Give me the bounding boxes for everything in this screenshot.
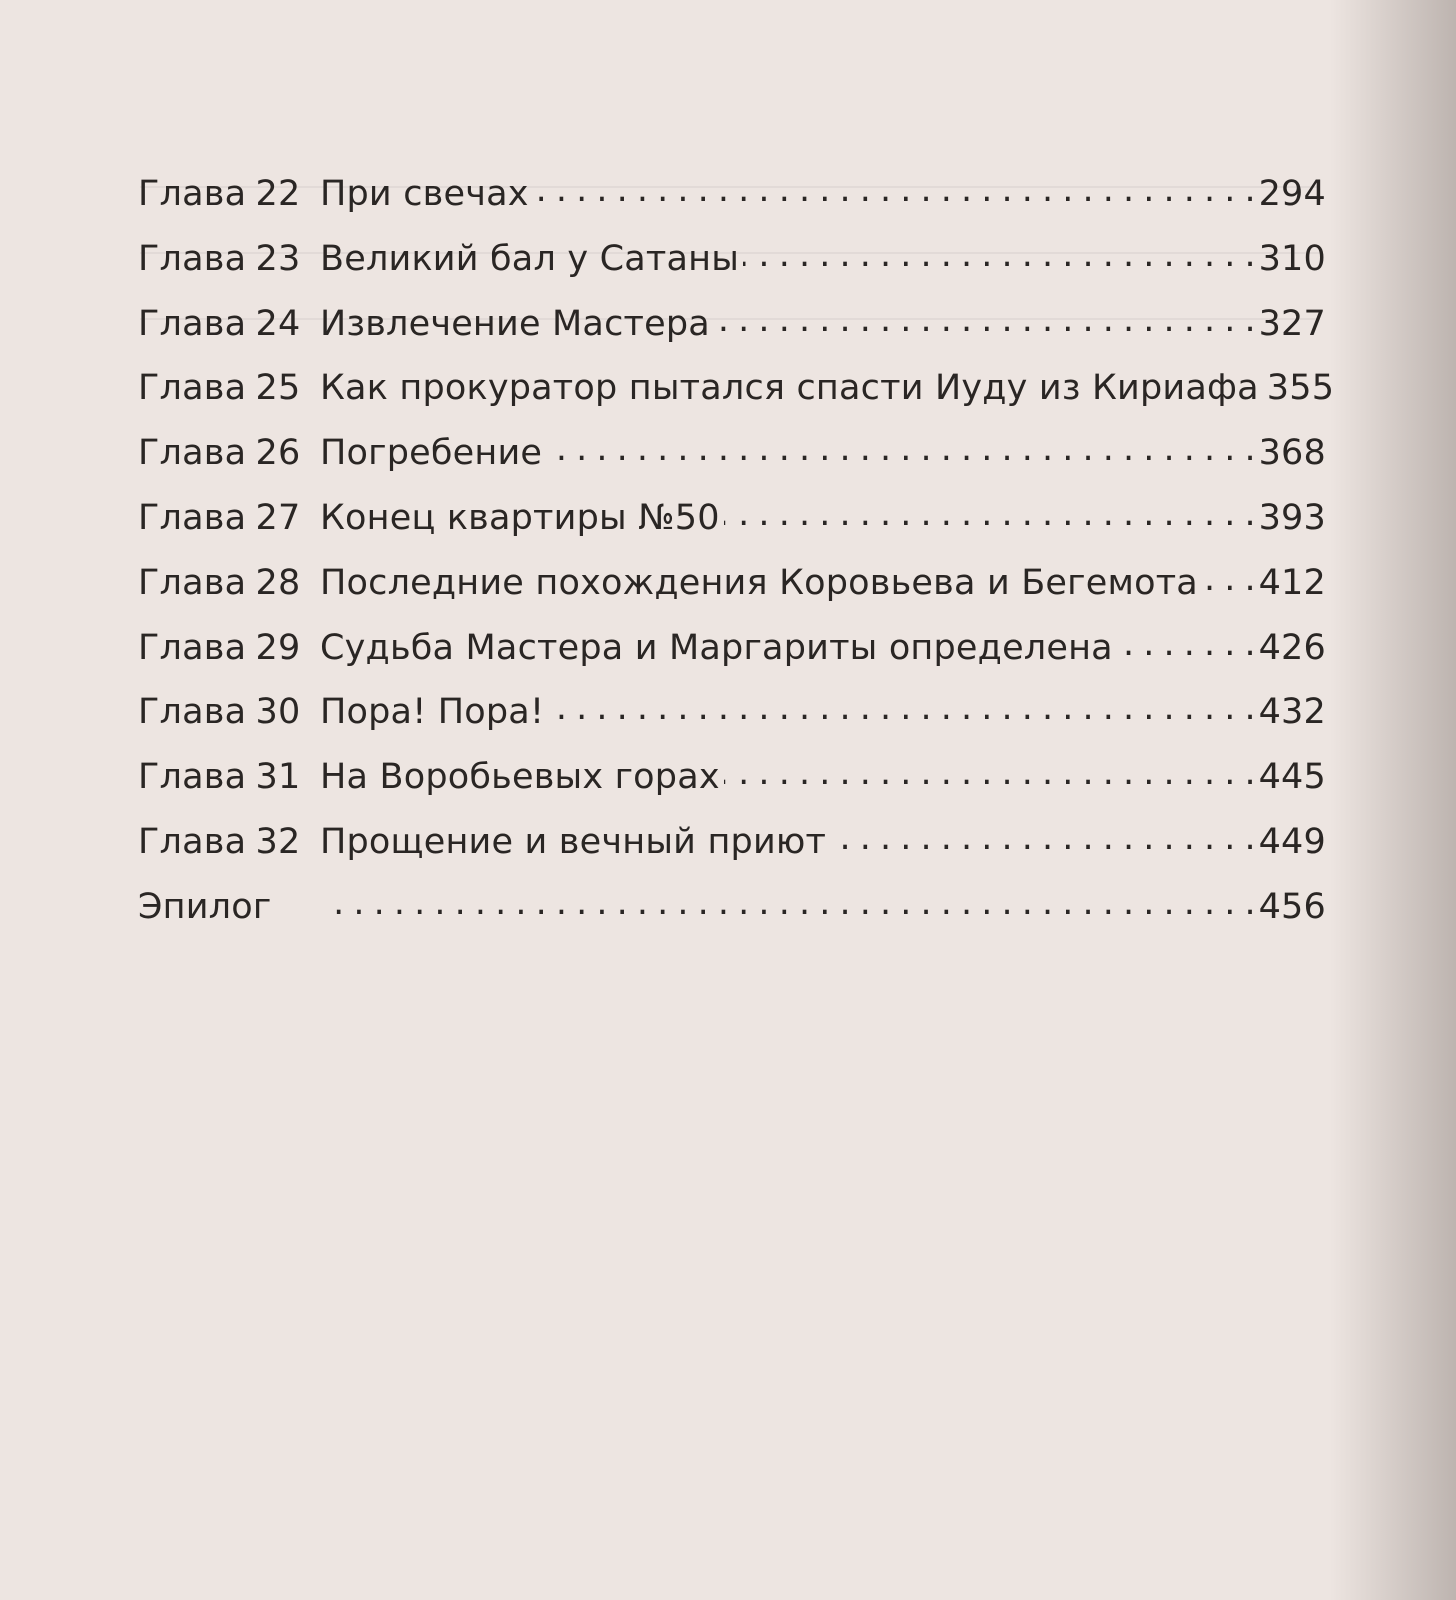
- page-number: 456: [1258, 886, 1326, 927]
- page-number: 355: [1266, 368, 1335, 409]
- toc-row: [138, 559, 1326, 624]
- table-of-contents: [138, 170, 1335, 948]
- chapter-title: Прощение и вечный приют: [320, 821, 827, 862]
- chapter-label: Глава: [138, 821, 247, 862]
- page-number: 445: [1258, 757, 1326, 798]
- toc-row: [138, 818, 1326, 883]
- chapter-number: 23: [255, 238, 301, 279]
- page-number: 294: [1258, 174, 1326, 214]
- dot-leader: [724, 753, 1255, 788]
- page-number: 412: [1258, 562, 1326, 603]
- chapter-number: 29: [255, 627, 301, 668]
- toc-row: [138, 364, 1335, 429]
- dot-leader: [724, 494, 1255, 529]
- page-number: 310: [1258, 238, 1326, 279]
- page-number: 368: [1258, 433, 1326, 474]
- toc-row: [138, 235, 1326, 300]
- chapter-title: Последние похождения Коровьева и Бегемота: [320, 562, 1198, 603]
- chapter-title: На Воробьевых горах: [320, 757, 720, 798]
- dot-leader: [830, 818, 1254, 853]
- dot-leader: [548, 688, 1254, 723]
- toc-row: [138, 300, 1326, 365]
- chapter-title: Извлечение Мастера: [320, 303, 710, 344]
- chapter-title: При свечах: [320, 174, 529, 214]
- toc-row: [138, 429, 1326, 494]
- dot-leader: [1117, 624, 1255, 659]
- dot-leader: [714, 300, 1255, 335]
- chapter-number: 22: [255, 174, 301, 214]
- chapter-number: 26: [255, 433, 301, 474]
- toc-row-epilog: [138, 883, 1326, 948]
- chapter-title: Пора! Пора!: [320, 692, 545, 733]
- toc-row: [138, 624, 1326, 689]
- chapter-label: Глава: [138, 692, 247, 733]
- chapter-number: 25: [255, 368, 301, 409]
- chapter-label: Глава: [138, 303, 247, 344]
- chapter-label: Глава: [138, 368, 247, 409]
- toc-row: [138, 753, 1326, 818]
- page-number: 393: [1258, 497, 1326, 538]
- chapter-title: Как прокуратор пытался спасти Иуду из Кириафа: [320, 368, 1259, 409]
- chapter-label: Глава: [138, 757, 247, 798]
- epilog-label: Эпилог: [138, 886, 272, 927]
- chapter-number: 30: [255, 692, 301, 733]
- page-number: 426: [1258, 627, 1326, 668]
- chapter-number: 28: [255, 562, 301, 603]
- chapter-title: Погребение: [320, 433, 543, 474]
- chapter-label: Глава: [138, 174, 247, 214]
- dot-leader: [743, 235, 1255, 270]
- toc-row: [138, 688, 1326, 753]
- chapter-number: 24: [255, 303, 301, 344]
- dot-leader: [546, 429, 1254, 464]
- chapter-title: Конец квартиры №50: [320, 497, 720, 538]
- chapter-number: 31: [255, 757, 301, 798]
- page-number: 449: [1258, 821, 1326, 862]
- chapter-number: 32: [255, 821, 301, 862]
- page-number: 432: [1258, 692, 1326, 733]
- chapter-label: Глава: [138, 627, 247, 668]
- dot-leader: [1202, 559, 1255, 594]
- chapter-label: Глава: [138, 433, 247, 474]
- chapter-label: Глава: [138, 562, 247, 603]
- toc-row: [138, 170, 1326, 235]
- chapter-label: Глава: [138, 238, 247, 279]
- chapter-title: Великий бал у Сатаны: [320, 238, 740, 279]
- dot-leader: [322, 883, 1255, 918]
- dot-leader: [533, 170, 1255, 205]
- chapter-title: Судьба Мастера и Маргариты определена: [320, 627, 1113, 668]
- toc-row: [138, 494, 1326, 559]
- page-number: 327: [1258, 303, 1326, 344]
- chapter-label: Глава: [138, 497, 247, 538]
- chapter-number: 27: [255, 497, 301, 538]
